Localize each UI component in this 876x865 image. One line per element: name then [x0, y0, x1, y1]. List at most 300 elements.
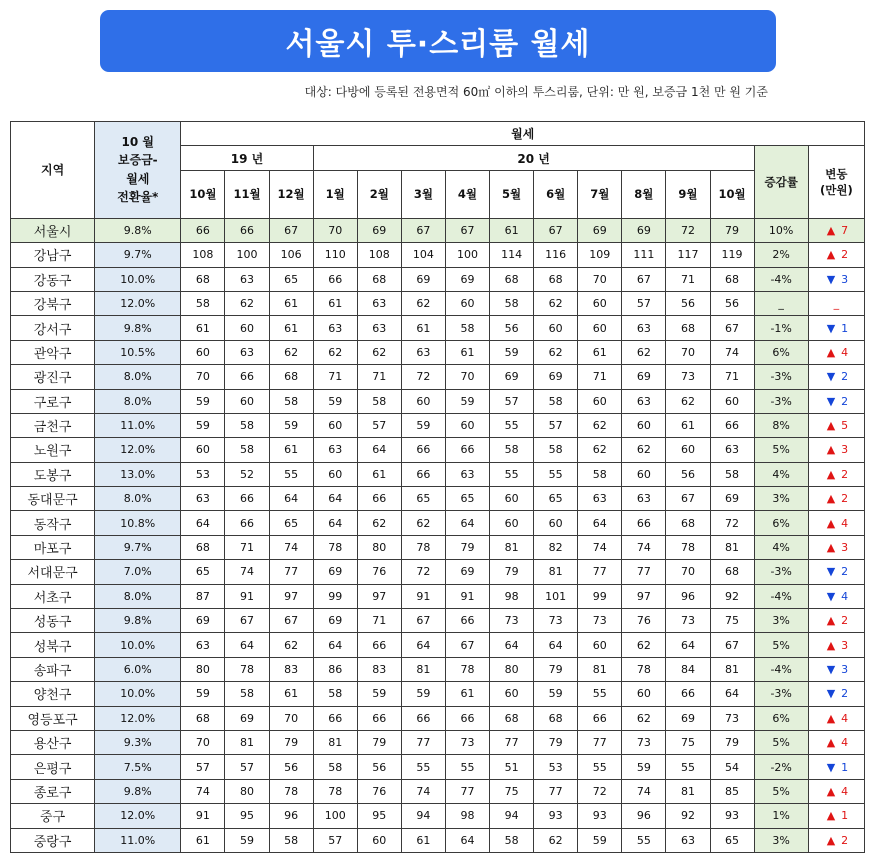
conversion-rate-cell: 9.7% [95, 535, 181, 559]
arrow-up-icon: ▲ [826, 614, 836, 628]
rent-value-cell: 62 [578, 438, 622, 462]
rent-value-cell: 69 [225, 706, 269, 730]
rent-value-cell: 62 [401, 291, 445, 315]
rent-value-cell: 83 [269, 657, 313, 681]
table-row [11, 682, 865, 706]
rent-value-cell: 64 [445, 511, 489, 535]
rent-value-cell: 60 [181, 340, 225, 364]
rent-value-cell: 66 [445, 706, 489, 730]
change-amount-value: 3 [841, 663, 849, 676]
rent-value-cell: 58 [534, 438, 578, 462]
rent-value-cell: 58 [225, 682, 269, 706]
rent-value-cell: 114 [490, 243, 534, 267]
rent-value-cell: 73 [578, 609, 622, 633]
rent-value-cell: 60 [490, 511, 534, 535]
rent-value-cell: 64 [666, 633, 710, 657]
rent-value-cell: 78 [313, 779, 357, 803]
table-note: 대상: 다방에 등록된 전용면적 60㎡ 이하의 투스리룸, 단위: 만 원, 보증금 1천 만 원 기준 [304, 85, 768, 99]
rent-value-cell: 55 [490, 413, 534, 437]
rent-value-cell: 68 [490, 706, 534, 730]
arrow-up-icon: ▲ [826, 638, 836, 652]
rent-value-cell: 55 [666, 755, 710, 779]
region-cell: 성북구 [11, 633, 95, 657]
rent-value-cell: 76 [357, 779, 401, 803]
rent-value-cell: 58 [225, 438, 269, 462]
header-year-19: 19 년 [181, 146, 313, 170]
rent-value-cell: 59 [401, 413, 445, 437]
rent-value-cell: 59 [490, 340, 534, 364]
rent-value-cell: 58 [269, 389, 313, 413]
rent-value-cell: 63 [181, 633, 225, 657]
rent-value-cell: 64 [445, 828, 489, 852]
rent-value-cell: 65 [401, 487, 445, 511]
rent-value-cell: 65 [181, 560, 225, 584]
rent-value-cell: 109 [578, 243, 622, 267]
rent-value-cell: 60 [181, 438, 225, 462]
rent-value-cell: 64 [357, 438, 401, 462]
conversion-rate-cell: 9.3% [95, 730, 181, 754]
table-row [11, 243, 865, 267]
rent-value-cell: 74 [181, 779, 225, 803]
rent-value-cell: 67 [225, 609, 269, 633]
rent-value-cell: 68 [710, 267, 754, 291]
rent-value-cell: 63 [357, 291, 401, 315]
change-amount-cell [808, 779, 864, 803]
change-amount-cell [808, 706, 864, 730]
rent-value-cell: 96 [269, 804, 313, 828]
rent-value-cell: 66 [710, 413, 754, 437]
rent-value-cell: 80 [225, 779, 269, 803]
rent-value-cell: 59 [401, 682, 445, 706]
table-row [11, 413, 865, 437]
rent-value-cell: 59 [622, 755, 666, 779]
change-amount-cell [808, 340, 864, 364]
rent-value-cell: 59 [269, 413, 313, 437]
region-cell: 노원구 [11, 438, 95, 462]
rent-value-cell: 77 [534, 779, 578, 803]
region-cell: 강동구 [11, 267, 95, 291]
region-cell: 중랑구 [11, 828, 95, 852]
rent-value-cell: 63 [357, 316, 401, 340]
rent-table [10, 121, 865, 853]
change-amount-cell [808, 413, 864, 437]
rent-value-cell: 56 [357, 755, 401, 779]
rent-value-cell: 66 [401, 462, 445, 486]
conversion-rate-cell: 8.0% [95, 487, 181, 511]
rent-value-cell: 79 [445, 535, 489, 559]
rent-value-cell: 67 [710, 633, 754, 657]
rent-value-cell: 71 [357, 609, 401, 633]
region-cell: 동작구 [11, 511, 95, 535]
rent-value-cell: 67 [622, 267, 666, 291]
rent-value-cell: 74 [622, 535, 666, 559]
conversion-rate-cell: 8.0% [95, 584, 181, 608]
rent-value-cell: 62 [225, 291, 269, 315]
change-amount-value: 2 [841, 614, 849, 628]
rent-value-cell: 57 [313, 828, 357, 852]
table-row [11, 828, 865, 852]
change-amount-cell [808, 389, 864, 413]
rent-value-cell: 63 [445, 462, 489, 486]
rent-value-cell: 60 [710, 389, 754, 413]
rent-value-cell: 69 [666, 706, 710, 730]
change-amount-cell [808, 511, 864, 535]
table-row [11, 560, 865, 584]
conversion-rate-cell: 9.8% [95, 609, 181, 633]
arrow-down-icon: ▼ [826, 272, 836, 286]
arrow-up-icon: ▲ [826, 248, 836, 262]
change-pct-cell: -1% [754, 316, 808, 340]
header-month: 2월 [357, 170, 401, 218]
rent-value-cell: 64 [401, 633, 445, 657]
rent-value-cell: 65 [445, 487, 489, 511]
rent-value-cell: 74 [578, 535, 622, 559]
rent-value-cell: 81 [666, 779, 710, 803]
rent-value-cell: 62 [269, 340, 313, 364]
change-amount-value: 2 [841, 492, 849, 506]
header-region: 지역 [11, 122, 95, 219]
rent-value-cell: 78 [401, 535, 445, 559]
rent-value-cell: 64 [534, 633, 578, 657]
rent-value-cell: 66 [357, 633, 401, 657]
rent-value-cell: 60 [401, 389, 445, 413]
table-row [11, 462, 865, 486]
change-pct-cell: 3% [754, 609, 808, 633]
rent-value-cell: 67 [401, 609, 445, 633]
rent-value-cell: 85 [710, 779, 754, 803]
header-year-20: 20 년 [313, 146, 754, 170]
change-pct-cell: 4% [754, 535, 808, 559]
table-row [11, 633, 865, 657]
rent-value-cell: 55 [445, 755, 489, 779]
rent-value-cell: 69 [181, 609, 225, 633]
rent-value-cell: 61 [445, 340, 489, 364]
rent-value-cell: 71 [313, 365, 357, 389]
rent-value-cell: 66 [225, 487, 269, 511]
change-amount-cell [808, 365, 864, 389]
rent-value-cell: 56 [710, 291, 754, 315]
rent-value-cell: 81 [225, 730, 269, 754]
rent-value-cell: 69 [445, 267, 489, 291]
rent-value-cell: 100 [313, 804, 357, 828]
rent-value-cell: 81 [534, 560, 578, 584]
region-cell: 강남구 [11, 243, 95, 267]
header-month: 8월 [622, 170, 666, 218]
change-amount-cell [808, 438, 864, 462]
rent-value-cell: 58 [710, 462, 754, 486]
change-pct-cell: 4% [754, 462, 808, 486]
change-amount-value: 2 [841, 467, 849, 481]
rent-value-cell: 69 [357, 218, 401, 242]
change-amount-value: 2 [841, 370, 849, 384]
rent-value-cell: 61 [578, 340, 622, 364]
rent-value-cell: 67 [401, 218, 445, 242]
region-cell: 은평구 [11, 755, 95, 779]
rent-value-cell: 66 [401, 706, 445, 730]
conversion-rate-cell: 12.0% [95, 804, 181, 828]
rent-value-cell: 57 [622, 291, 666, 315]
rent-value-cell: 51 [490, 755, 534, 779]
rent-value-cell: 58 [313, 755, 357, 779]
rent-value-cell: 58 [490, 438, 534, 462]
rent-value-cell: 60 [490, 682, 534, 706]
table-row [11, 438, 865, 462]
table-row [11, 389, 865, 413]
change-amount-cell [808, 633, 864, 657]
rent-value-cell: 69 [490, 365, 534, 389]
rent-value-cell: 78 [313, 535, 357, 559]
rent-value-cell: 68 [490, 267, 534, 291]
change-amount-value: 2 [841, 687, 849, 701]
rent-value-cell: 68 [357, 267, 401, 291]
rent-value-cell: 62 [666, 389, 710, 413]
arrow-up-icon: ▲ [826, 443, 836, 457]
region-cell: 영등포구 [11, 706, 95, 730]
rent-value-cell: 60 [445, 291, 489, 315]
change-amount-cell [808, 243, 864, 267]
rent-value-cell: 62 [578, 413, 622, 437]
arrow-up-icon: ▲ [826, 492, 836, 506]
rent-value-cell: 63 [622, 389, 666, 413]
rent-value-cell: 58 [490, 828, 534, 852]
rent-value-cell: 81 [313, 730, 357, 754]
rent-value-cell: 91 [181, 804, 225, 828]
change-amount-cell: _ [808, 291, 864, 315]
rent-value-cell: 60 [534, 511, 578, 535]
rent-value-cell: 61 [269, 438, 313, 462]
rent-value-cell: 63 [225, 340, 269, 364]
rent-value-cell: 59 [181, 413, 225, 437]
rent-value-cell: 111 [622, 243, 666, 267]
rent-value-cell: 78 [666, 535, 710, 559]
rent-value-cell: 69 [710, 487, 754, 511]
rent-value-cell: 99 [578, 584, 622, 608]
rent-value-cell: 64 [578, 511, 622, 535]
rent-value-cell: 98 [490, 584, 534, 608]
rent-value-cell: 61 [445, 682, 489, 706]
rent-value-cell: 66 [578, 706, 622, 730]
rent-value-cell: 60 [490, 487, 534, 511]
region-cell: 강북구 [11, 291, 95, 315]
rent-value-cell: 96 [666, 584, 710, 608]
rent-value-cell: 69 [445, 560, 489, 584]
rent-value-cell: 64 [313, 511, 357, 535]
change-amount-cell [808, 267, 864, 291]
rent-value-cell: 68 [181, 267, 225, 291]
rent-value-cell: 78 [225, 657, 269, 681]
rent-value-cell: 59 [225, 828, 269, 852]
rent-value-cell: 70 [181, 365, 225, 389]
rent-value-cell: 117 [666, 243, 710, 267]
rent-value-cell: 63 [313, 438, 357, 462]
table-row [11, 535, 865, 559]
rent-value-cell: 60 [578, 316, 622, 340]
rent-value-cell: 56 [490, 316, 534, 340]
arrow-up-icon: ▲ [826, 516, 836, 530]
arrow-up-icon: ▲ [826, 223, 836, 237]
rent-value-cell: 83 [357, 657, 401, 681]
rent-value-cell: 97 [357, 584, 401, 608]
rent-value-cell: 64 [313, 487, 357, 511]
rent-value-cell: 56 [269, 755, 313, 779]
rent-value-cell: 58 [181, 291, 225, 315]
rent-value-cell: 76 [622, 609, 666, 633]
header-change-pct: 증감률 [754, 146, 808, 218]
rent-value-cell: 73 [666, 609, 710, 633]
rent-value-cell: 74 [710, 340, 754, 364]
rent-value-cell: 74 [622, 779, 666, 803]
change-amount-value: 3 [841, 638, 849, 652]
table-row [11, 609, 865, 633]
rent-value-cell: 99 [313, 584, 357, 608]
rent-value-cell: 61 [401, 828, 445, 852]
header-change-amt: 변동 (만원) [808, 146, 864, 218]
change-amount-value: 2 [841, 394, 849, 408]
rent-value-cell: 73 [445, 730, 489, 754]
rent-value-cell: 59 [534, 682, 578, 706]
rent-value-cell: 94 [490, 804, 534, 828]
rent-value-cell: 57 [357, 413, 401, 437]
change-pct-cell: -3% [754, 365, 808, 389]
rent-value-cell: 66 [225, 511, 269, 535]
rent-value-cell: 79 [269, 730, 313, 754]
change-amount-cell [808, 462, 864, 486]
rent-value-cell: 62 [534, 828, 578, 852]
rent-value-cell: 77 [490, 730, 534, 754]
rent-value-cell: 58 [313, 682, 357, 706]
rent-value-cell: 110 [313, 243, 357, 267]
rent-value-cell: 67 [710, 316, 754, 340]
conversion-rate-cell: 9.8% [95, 316, 181, 340]
change-amount-value: 4 [841, 736, 849, 750]
conversion-rate-cell: 10.0% [95, 267, 181, 291]
rent-value-cell: 79 [357, 730, 401, 754]
change-pct-cell: 5% [754, 730, 808, 754]
conversion-rate-cell: 9.8% [95, 779, 181, 803]
rent-value-cell: 68 [710, 560, 754, 584]
arrow-down-icon: ▼ [826, 394, 836, 408]
rent-value-cell: 65 [534, 487, 578, 511]
change-pct-cell: -3% [754, 560, 808, 584]
rent-value-cell: 67 [445, 218, 489, 242]
arrow-up-icon: ▲ [826, 467, 836, 481]
rent-value-cell: 63 [225, 267, 269, 291]
rent-value-cell: 74 [225, 560, 269, 584]
rent-value-cell: 69 [622, 218, 666, 242]
change-amount-value: 3 [841, 443, 849, 457]
rent-value-cell: 58 [490, 291, 534, 315]
rent-value-cell: 108 [181, 243, 225, 267]
rent-value-cell: 79 [534, 730, 578, 754]
rent-value-cell: 77 [445, 779, 489, 803]
change-pct-cell: 10% [754, 218, 808, 242]
rent-value-cell: 62 [622, 438, 666, 462]
table-row [11, 340, 865, 364]
arrow-up-icon: ▲ [826, 736, 836, 750]
rent-value-cell: 100 [225, 243, 269, 267]
conversion-rate-cell: 10.0% [95, 633, 181, 657]
table-row [11, 487, 865, 511]
rent-value-cell: 70 [445, 365, 489, 389]
region-cell: 종로구 [11, 779, 95, 803]
change-amount-value: 4 [841, 345, 849, 359]
rent-value-cell: 66 [357, 706, 401, 730]
rent-value-cell: 63 [710, 438, 754, 462]
rent-value-cell: 77 [401, 730, 445, 754]
rent-value-cell: 93 [710, 804, 754, 828]
change-pct-cell: 1% [754, 804, 808, 828]
rent-value-cell: 81 [710, 535, 754, 559]
arrow-up-icon: ▲ [826, 419, 836, 433]
rent-value-cell: 70 [313, 218, 357, 242]
change-amount-value: 4 [841, 784, 849, 798]
rent-value-cell: 55 [401, 755, 445, 779]
rent-value-cell: 66 [401, 438, 445, 462]
conversion-rate-cell: 13.0% [95, 462, 181, 486]
rent-value-cell: 68 [534, 706, 578, 730]
rent-value-cell: 81 [490, 535, 534, 559]
rent-value-cell: 60 [578, 389, 622, 413]
region-cell: 서울시 [11, 218, 95, 242]
rent-value-cell: 78 [269, 779, 313, 803]
change-amount-cell [808, 755, 864, 779]
rent-value-cell: 71 [357, 365, 401, 389]
rent-value-cell: 75 [710, 609, 754, 633]
rent-value-cell: 80 [181, 657, 225, 681]
conversion-rate-cell: 6.0% [95, 657, 181, 681]
rent-value-cell: 92 [666, 804, 710, 828]
change-pct-cell: -2% [754, 755, 808, 779]
change-amount-cell [808, 609, 864, 633]
rent-value-cell: 82 [534, 535, 578, 559]
change-amount-cell [808, 804, 864, 828]
rent-value-cell: 63 [622, 316, 666, 340]
rent-value-cell: 60 [622, 462, 666, 486]
rent-value-cell: 64 [710, 682, 754, 706]
rent-value-cell: 68 [181, 535, 225, 559]
table-row [11, 316, 865, 340]
rent-value-cell: 66 [313, 706, 357, 730]
rent-value-cell: 67 [534, 218, 578, 242]
rent-value-cell: 55 [578, 755, 622, 779]
arrow-down-icon: ▼ [826, 565, 836, 579]
rent-value-cell: 57 [225, 755, 269, 779]
rent-value-cell: 62 [269, 633, 313, 657]
rent-value-cell: 56 [666, 462, 710, 486]
rent-value-cell: 62 [313, 340, 357, 364]
rent-value-cell: 61 [401, 316, 445, 340]
rent-value-cell: 70 [181, 730, 225, 754]
arrow-up-icon: ▲ [826, 833, 836, 847]
rent-value-cell: 61 [181, 316, 225, 340]
arrow-down-icon: ▼ [826, 687, 836, 701]
page-title: 서울시 투·스리룸 월세 [285, 27, 591, 62]
rent-value-cell: 94 [401, 804, 445, 828]
table-row [11, 291, 865, 315]
rent-value-cell: 93 [534, 804, 578, 828]
change-amount-value: 7 [841, 223, 849, 237]
rent-value-cell: 74 [269, 535, 313, 559]
arrow-up-icon: ▲ [826, 711, 836, 725]
rent-value-cell: 69 [313, 609, 357, 633]
conversion-rate-cell: 7.5% [95, 755, 181, 779]
conversion-rate-cell: 12.0% [95, 291, 181, 315]
change-pct-cell: 6% [754, 511, 808, 535]
rent-value-cell: 63 [401, 340, 445, 364]
region-cell: 구로구 [11, 389, 95, 413]
conversion-rate-cell: 10.0% [95, 682, 181, 706]
table-row [11, 804, 865, 828]
